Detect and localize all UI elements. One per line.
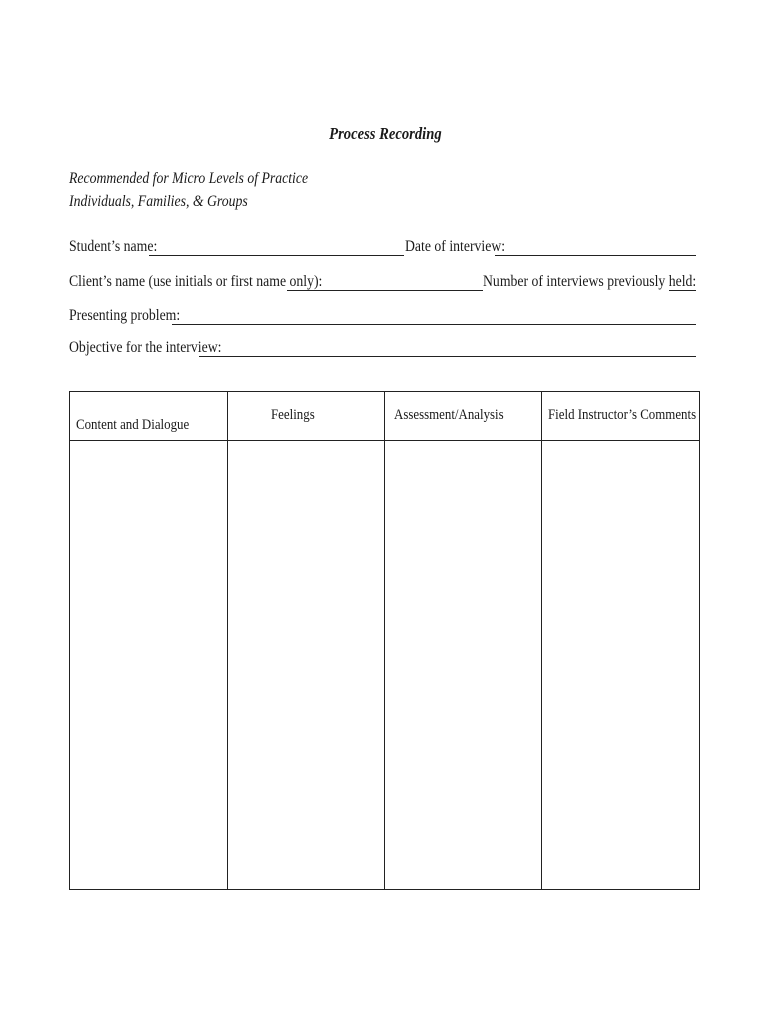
subtitle-practice-level <box>69 170 347 188</box>
objective-row <box>69 339 696 361</box>
date-of-interview-label-text: Date of interview: <box>405 238 506 255</box>
form-title <box>0 124 770 144</box>
column-header-label: Feelings <box>271 407 315 423</box>
feelings-cell[interactable] <box>228 442 383 889</box>
date-of-interview-field[interactable] <box>495 239 696 256</box>
subtitle-practice-level-text: Recommended for Micro Levels of Practice <box>69 170 309 187</box>
subtitle-audience <box>69 193 277 211</box>
student-date-row <box>69 238 696 260</box>
column-header-content-dialogue <box>76 417 208 434</box>
column-header-label: Content and Dialogue <box>76 417 190 433</box>
student-name-field[interactable] <box>149 239 404 256</box>
column-header-feelings <box>271 407 322 424</box>
column-header-assessment-analysis <box>394 407 522 424</box>
assessment-analysis-cell[interactable] <box>385 442 540 889</box>
process-recording-table <box>69 391 700 890</box>
previous-interviews-label-text: Number of interviews previously held: <box>483 273 697 290</box>
previous-interviews-field[interactable] <box>669 274 696 291</box>
presenting-problem-row <box>69 307 696 329</box>
content-dialogue-cell[interactable] <box>70 442 226 889</box>
column-header-label: Field Instructor’s Comments <box>548 407 697 423</box>
objective-field[interactable] <box>199 340 696 357</box>
client-name-label-text: Client’s name (use initials or first name only): <box>69 273 323 290</box>
objective-label-text: Objective for the interview: <box>69 339 222 356</box>
student-name-label-text: Student’s name: <box>69 238 158 255</box>
presenting-problem-label-text: Presenting problem: <box>69 307 181 324</box>
client-interviews-row <box>69 273 696 295</box>
field-instructor-comments-cell[interactable] <box>542 442 698 889</box>
column-header-field-instructor-comments <box>548 407 720 424</box>
subtitle-audience-text: Individuals, Families, & Groups <box>69 193 248 210</box>
presenting-problem-field[interactable] <box>172 308 696 325</box>
form-title-text: Process Recording <box>328 124 442 143</box>
client-name-field[interactable] <box>287 274 483 291</box>
column-header-label: Assessment/Analysis <box>394 407 504 423</box>
